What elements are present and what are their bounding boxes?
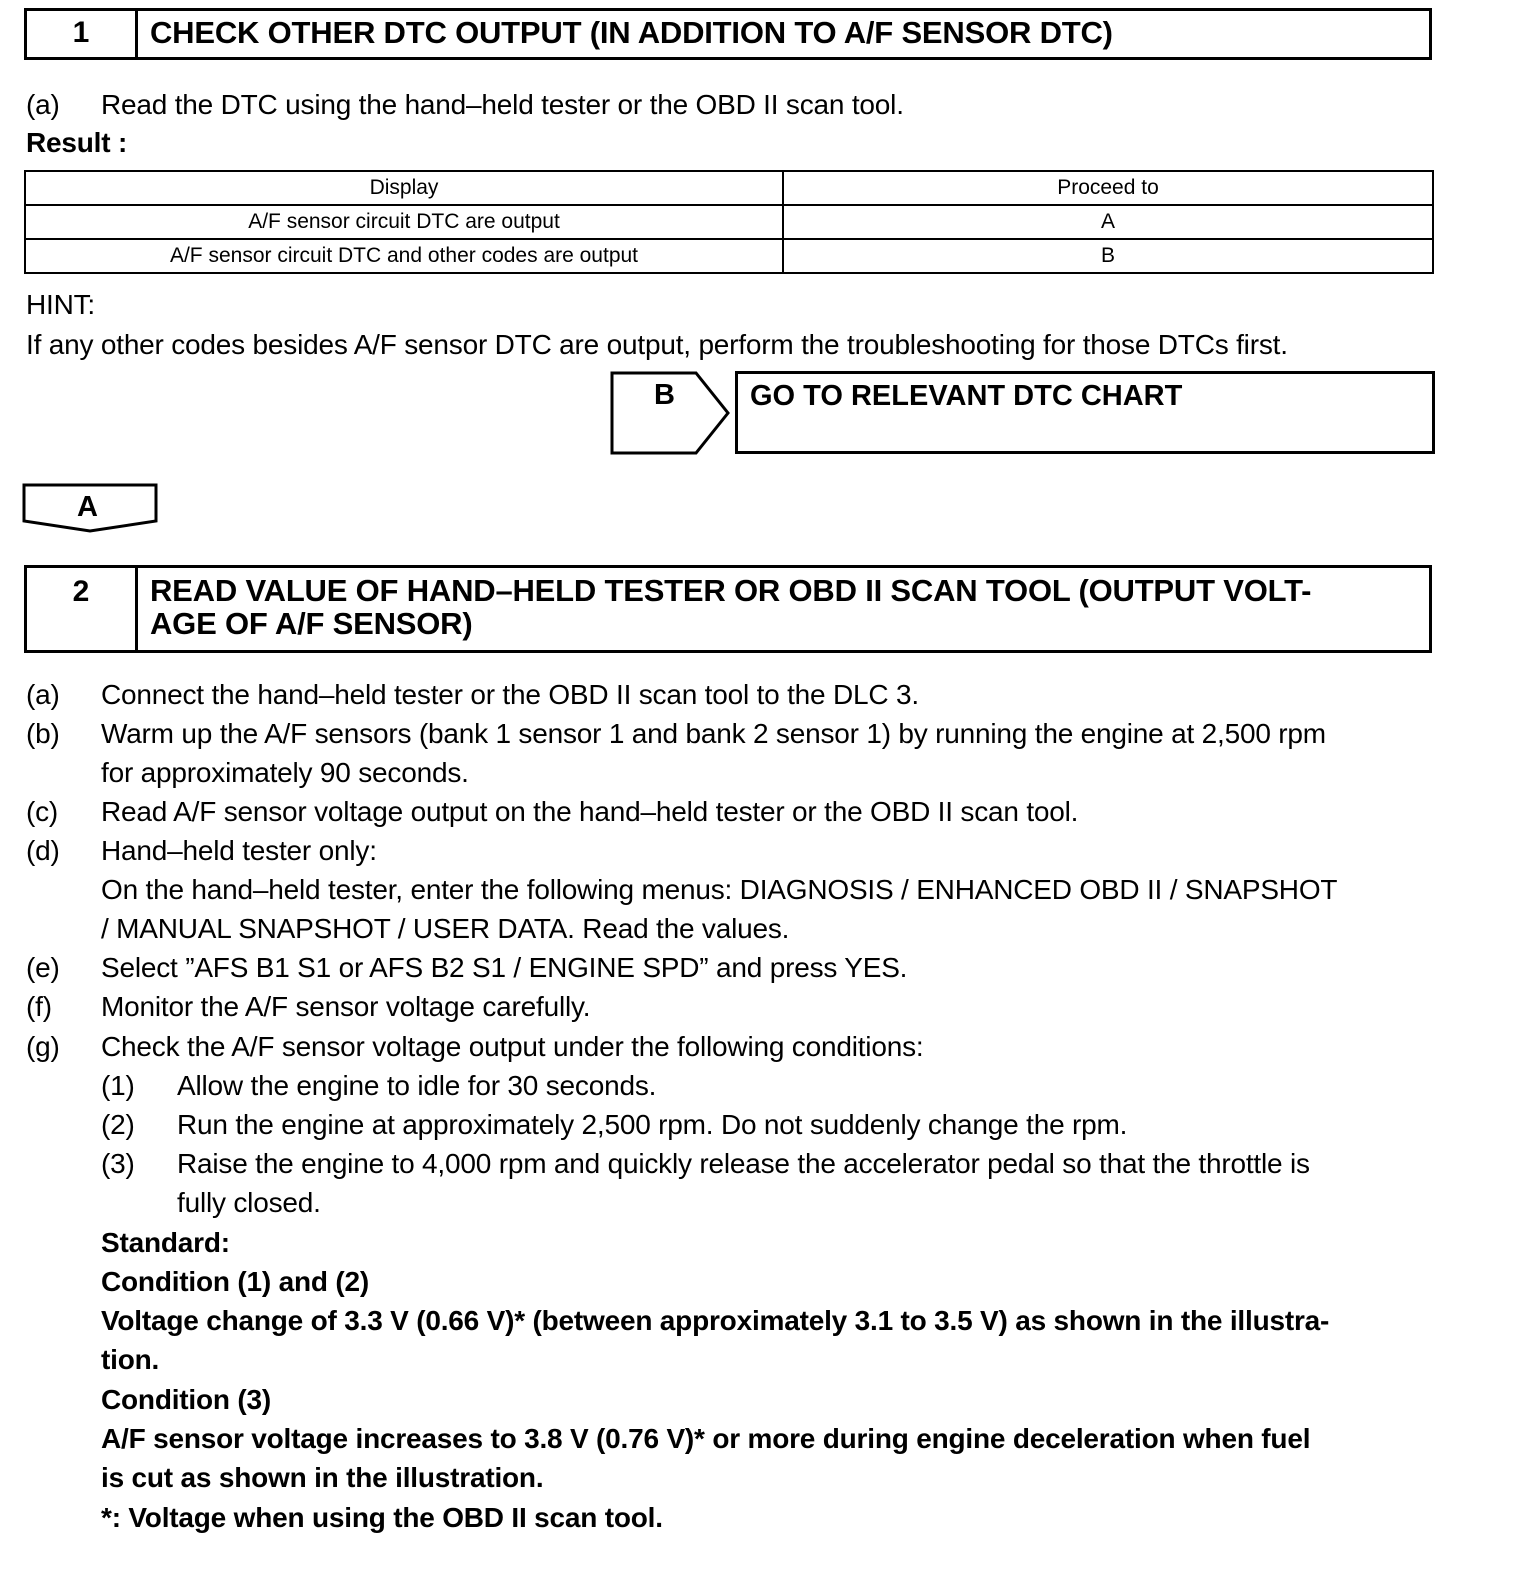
item-label: (a) (26, 89, 60, 120)
branch-b-box (735, 371, 1435, 454)
item-text: Read A/F sensor voltage output on the hand–held tester or the OBD II scan tool. (101, 796, 1079, 827)
table-header-row (25, 171, 1433, 205)
table-cell: A/F sensor circuit DTC are output (25, 205, 783, 239)
standard-text: tion. (101, 1344, 160, 1375)
step-1-title: CHECK OTHER DTC OUTPUT (IN ADDITION TO A/F SENSOR DTC) (150, 15, 1113, 50)
hint-text: If any other codes besides A/F sensor DTC are output, perform the troubleshooting for those DTCs first. (26, 329, 1288, 360)
table-row (25, 239, 1433, 273)
step-2-title (138, 568, 1429, 650)
item-label: (c) (26, 796, 59, 827)
item-text: for approximately 90 seconds. (101, 757, 469, 788)
step-1-header (24, 8, 1432, 60)
branch-b-text: GO TO RELEVANT DTC CHART (750, 380, 1183, 412)
item-text: Check the A/F sensor voltage output under the following conditions: (101, 1031, 924, 1062)
subitem-text: Raise the engine to 4,000 rpm and quickly release the accelerator pedal so that the throttle is (177, 1148, 1310, 1179)
item-text: On the hand–held tester, enter the following menus: DIAGNOSIS / ENHANCED OBD II / SNAPSHOT (101, 874, 1338, 905)
item-text: / MANUAL SNAPSHOT / USER DATA. Read the values. (101, 913, 790, 944)
item-text: Hand–held tester only: (101, 835, 377, 866)
standard-condition-3: Condition (3) (101, 1384, 272, 1415)
standard-text: is cut as shown in the illustration. (101, 1462, 544, 1493)
step-1-number: 1 (27, 11, 138, 57)
step-2-title-line: READ VALUE OF HAND–HELD TESTER OR OBD II SCAN TOOL (OUTPUT VOLT- (150, 573, 1312, 608)
table-cell: A (783, 205, 1433, 239)
item-text: Read the DTC using the hand–held tester or the OBD II scan tool. (101, 89, 904, 120)
result-label: Result : (26, 127, 128, 158)
item-text: Connect the hand–held tester or the OBD II scan tool to the DLC 3. (101, 679, 919, 710)
result-table (24, 170, 1434, 274)
item-label: (b) (26, 718, 60, 749)
hint-label: HINT: (26, 289, 96, 320)
table-cell: B (783, 239, 1433, 273)
standard-text: Voltage change of 3.3 V (0.66 V)* (between approximately 3.1 to 3.5 V) as shown in the illustra- (101, 1305, 1330, 1336)
item-label: (a) (26, 679, 60, 710)
item-text: Select ”AFS B1 S1 or AFS B2 S1 / ENGINE SPD” and press YES. (101, 952, 908, 983)
table-row (25, 205, 1433, 239)
step-2-number: 2 (27, 568, 138, 650)
subitem-label: (3) (101, 1148, 135, 1179)
branch-b-letter: B (654, 379, 675, 411)
item-label: (e) (26, 952, 60, 983)
subitem-label: (2) (101, 1109, 135, 1140)
standard-condition-1-2: Condition (1) and (2) (101, 1266, 369, 1297)
table-header-proceed: Proceed to (783, 171, 1433, 205)
item-text: Warm up the A/F sensors (bank 1 sensor 1 and bank 2 sensor 1) by running the engine at 2,500 rpm (101, 718, 1326, 749)
branch-a-letter: A (77, 491, 98, 523)
item-label: (d) (26, 835, 60, 866)
table-cell: A/F sensor circuit DTC and other codes are output (25, 239, 783, 273)
subitem-label: (1) (101, 1070, 135, 1101)
step-2-header (24, 565, 1432, 653)
item-label: (g) (26, 1031, 60, 1062)
subitem-text: Run the engine at approximately 2,500 rpm. Do not suddenly change the rpm. (177, 1109, 1128, 1140)
subitem-text: Allow the engine to idle for 30 seconds. (177, 1070, 657, 1101)
subitem-text: fully closed. (177, 1187, 321, 1218)
standard-heading: Standard: (101, 1227, 230, 1258)
item-text: Monitor the A/F sensor voltage carefully. (101, 991, 591, 1022)
table-header-display: Display (25, 171, 783, 205)
standard-text: A/F sensor voltage increases to 3.8 V (0.76 V)* or more during engine deceleration when fuel (101, 1423, 1311, 1454)
item-label: (f) (26, 991, 52, 1022)
step-2-title-line: AGE OF A/F SENSOR) (150, 606, 473, 641)
standard-footnote: *: Voltage when using the OBD II scan tool. (101, 1502, 663, 1533)
